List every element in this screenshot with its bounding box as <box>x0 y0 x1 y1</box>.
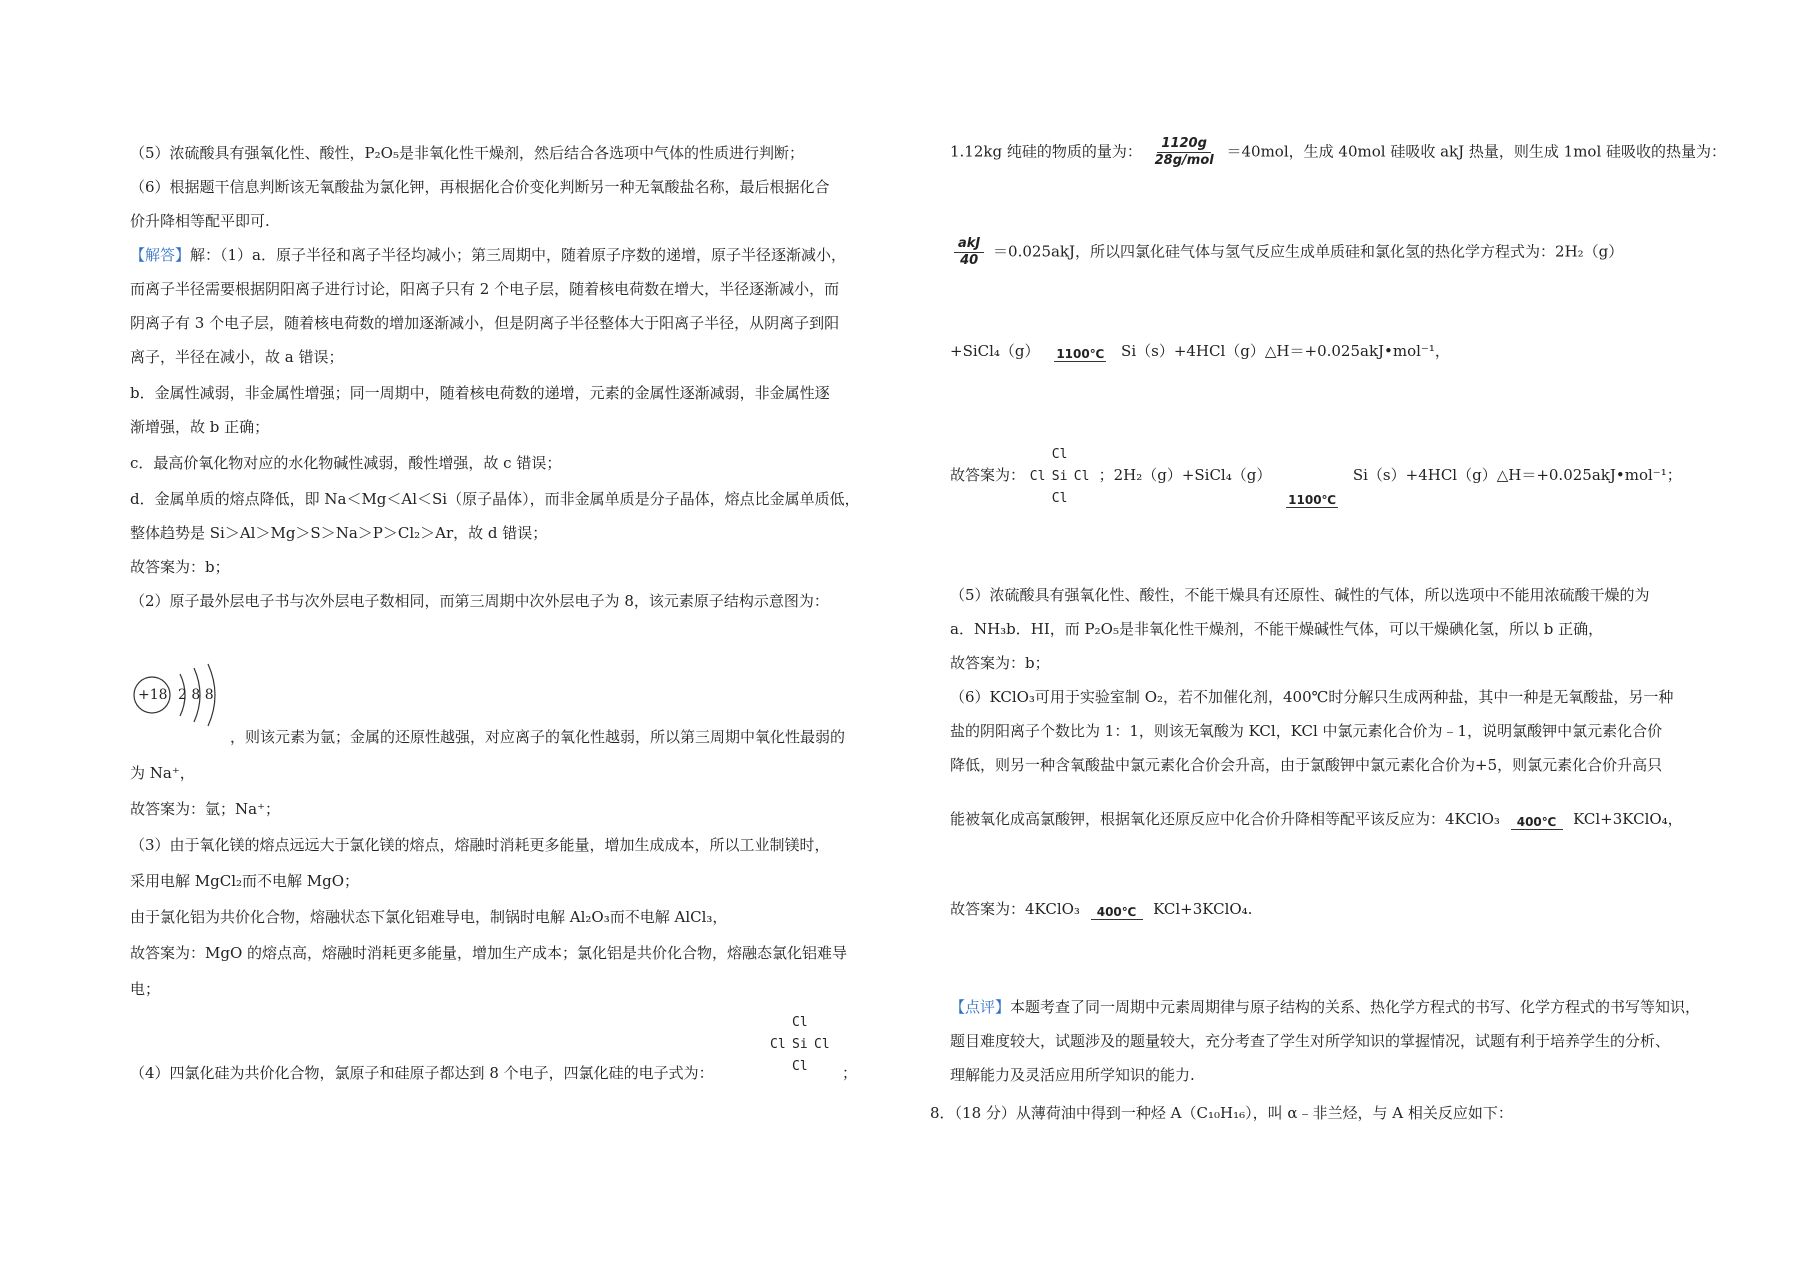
text-span: Si（s）+4HCl（g）△H＝+0.025akJ•mol⁻¹； <box>1352 466 1682 484</box>
condition-label: 1100℃ <box>1288 493 1337 507</box>
question-8: 8．（18 分）从薄荷油中得到一种烃 A（C₁₀H₁₆），叫 α﹣非兰烃，与 A 相关反应如下： <box>930 1104 1513 1122</box>
text-line: （2）原子最外层电子书与次外层电子数相同，而第三周期中次外层电子为 8，该元素原子结构示意图为： <box>130 592 829 610</box>
text-span: ＝0.025akJ，所以四氯化硅气体与氢气反应生成单质硅和氯化氢的热化学方程式为：2H₂（g） <box>993 242 1624 261</box>
sicl4-lewis-structure <box>770 1012 834 1076</box>
text-line: a．NH₃b．HI，而 P₂O₅是非氧化性干燥剂，不能干燥碱性气体，可以干燥碘化氢，所以 b 正确， <box>950 620 1604 638</box>
text-line: 电； <box>130 980 161 998</box>
text-line: 故答案为：b； <box>950 654 1050 672</box>
text-line: ； <box>842 1064 858 1082</box>
text-line: （5）浓硫酸具有强氧化性、酸性，不能干燥具有还原性、碱性的气体，所以选项中不能用浓硫酸干燥的为 <box>950 586 1650 604</box>
text-line: ，则该元素为氩；金属的还原性越强，对应离子的氧化性越弱，所以第三周期中氧化性最弱的 <box>230 728 846 746</box>
heat-per-mol-line <box>950 236 1623 269</box>
text-line: 由于氯化铝为共价化合物，熔融状态下氯化铝难导电，制锅时电解 Al₂O₃而不电解 AlCl₃， <box>130 908 728 926</box>
text-line: c．最高价氧化物对应的水化物碱性减弱，酸性增强，故 c 错误； <box>130 454 562 472</box>
text-line: 降低，则另一种含氧酸盐中氯元素化合价会升高，由于氯酸钾中氯元素化合价为+5，则氯元素化合价升高只 <box>950 756 1663 774</box>
text-line: （5）浓硫酸具有强氧化性、酸性，P₂O₅是非氧化性干燥剂，然后结合各选项中气体的性质进行判断； <box>130 144 804 162</box>
text-line: 故答案为：b； <box>130 558 230 576</box>
kclo3-reaction-line <box>950 808 1683 830</box>
comment-line <box>950 996 1700 1018</box>
text-line: （4）四氯化硅为共价化合物，氯原子和硅原子都达到 8 个电子，四氯化硅的电子式为： <box>130 1064 714 1082</box>
condition-label: 400℃ <box>1516 815 1557 829</box>
text-span: Si（s）+4HCl（g）△H＝+0.025akJ•mol⁻¹， <box>1121 342 1450 360</box>
text-line: d．金属单质的熔点降低，即 Na＜Mg＜Al＜Si（原子晶体），而非金属单质是分子晶体，熔点比金属单质低， <box>130 490 860 508</box>
answer-line <box>130 244 846 266</box>
lewis-cl-right: Cl <box>814 1037 830 1052</box>
text-line: 故答案为：MgO 的熔点高，熔融时消耗更多能量，增加生产成本；氯化铝是共价化合物，熔融态氯化铝难导 <box>130 944 848 962</box>
fraction-numerator: akJ <box>954 236 984 253</box>
thermo-equation-line <box>950 340 1450 362</box>
text-span: 故答案为：4KClO₃ <box>950 900 1080 918</box>
comment-tag: 【点评】 <box>950 998 1011 1016</box>
reaction-condition <box>1280 493 1344 508</box>
condition-arrow-line <box>1286 507 1338 508</box>
lewis-cl-left: Cl <box>1029 469 1046 484</box>
text-line: b．金属性减弱，非金属性增强；同一周期中，随着核电荷数的递增，元素的金属性逐渐减弱，非金属性逐 <box>130 384 830 402</box>
text-line: 采用电解 MgCl₂而不电解 MgO； <box>130 872 360 890</box>
lewis-cl-top: Cl <box>792 1015 808 1030</box>
text-line: 渐增强，故 b 正确； <box>130 418 270 436</box>
reaction-condition <box>1509 815 1565 830</box>
reaction-condition <box>1048 347 1112 362</box>
fraction-1120-28 <box>1151 136 1218 169</box>
lewis-cl-bottom: Cl <box>1051 491 1068 506</box>
lewis-si-center: Si <box>1051 469 1068 484</box>
fraction-denominator: 28g/mol <box>1154 153 1214 168</box>
text-span: 能被氧化成高氯酸钾，根据氧化还原反应中化合价升降相等配平该反应为：4KClO₃ <box>950 810 1500 828</box>
text-span: KCl+3KClO₄. <box>1153 900 1253 918</box>
text-line: 为 Na⁺， <box>130 764 195 782</box>
atom-structure-diagram <box>130 660 230 736</box>
text-span: 1.12kg 纯硅的物质的量为： <box>950 142 1142 161</box>
text-line: 理解能力及灵活应用所学知识的能力. <box>950 1066 1195 1084</box>
text-line: 解：（1）a．原子半径和离子半径均减小；第三周期中，随着原子序数的递增，原子半径逐渐减小， <box>190 246 847 264</box>
atom-nucleus-label: +18 <box>138 687 168 703</box>
lewis-cl-bottom: Cl <box>792 1059 808 1074</box>
text-line: 故答案为：氩；Na⁺； <box>130 800 280 818</box>
text-line: 而离子半径需要根据阴阳离子进行讨论，阳离子只有 2 个电子层，随着核电荷数在增大，半径逐渐减小，而 <box>130 280 840 298</box>
text-line: 阴离子有 3 个电子层，随着核电荷数的增加逐渐减小，但是阴离子半径整体大于阳离子半径，从阴离子到阳 <box>130 314 840 332</box>
answer-6-line <box>950 898 1252 920</box>
condition-arrow-line <box>1054 361 1106 362</box>
text-span: 故答案为： <box>950 466 1026 484</box>
answer-tag: 【解答】 <box>130 246 191 264</box>
condition-label: 1100℃ <box>1056 347 1105 361</box>
lewis-cl-right: Cl <box>1073 469 1090 484</box>
fraction-denominator: 40 <box>960 253 979 268</box>
condition-arrow-line <box>1091 919 1143 920</box>
text-line: 盐的阴阳离子个数比为 1：1，则该无氧酸为 KCl，KCl 中氯元素化合价为﹣1，说明氯酸钾中氯元素化合价 <box>950 722 1663 740</box>
silicon-moles-line <box>950 136 1726 169</box>
answer-4-line <box>950 444 1682 508</box>
lewis-cl-left: Cl <box>770 1037 786 1052</box>
text-span: KCl+3KClO₄， <box>1573 810 1683 828</box>
text-line: 离子，半径在减小，故 a 错误； <box>130 348 344 366</box>
text-line: 本题考查了同一周期中元素周期律与原子结构的关系、热化学方程式的书写、化学方程式的书写等知识， <box>1010 998 1701 1016</box>
atom-shell-numbers: 2 8 8 <box>178 687 214 703</box>
text-line: 价升降相等配平即可. <box>130 212 270 230</box>
lewis-si-center: Si <box>792 1037 808 1052</box>
lewis-diagram-icon <box>770 1012 834 1076</box>
sicl4-lewis-icon <box>1030 444 1094 508</box>
text-line: 整体趋势是 Si＞Al＞Mg＞S＞Na＞P＞Cl₂＞Ar，故 d 错误； <box>130 524 548 542</box>
fraction-numerator: 1120g <box>1157 136 1211 153</box>
condition-label: 400℃ <box>1096 905 1137 919</box>
text-span: +SiCl₄（g） <box>950 342 1040 360</box>
text-line: （6）KClO₃可用于实验室制 O₂，若不加催化剂，400℃时分解只生成两种盐，其中一种是无氧酸盐，另一种 <box>950 688 1674 706</box>
text-line: （3）由于氧化镁的熔点远远大于氯化镁的熔点，熔融时消耗更多能量，增加生成成本，所以工业制镁时， <box>130 836 830 854</box>
lewis-cl-top: Cl <box>1051 447 1068 462</box>
text-line: （6）根据题干信息判断该无氧酸盐为氯化钾，再根据化合价变化判断另一种无氧酸盐名称，最后根据化合 <box>130 178 830 196</box>
fraction-akj-40 <box>954 236 984 269</box>
text-line: 题目难度较大，试题涉及的题量较大，充分考查了学生对所学知识的掌握情况，试题有利于培养学生的分析、 <box>950 1032 1671 1050</box>
text-span: ＝40mol，生成 40mol 硅吸收 akJ 热量，则生成 1mol 硅吸收的热量为： <box>1226 142 1727 161</box>
condition-arrow-line <box>1511 829 1563 830</box>
text-span: ；2H₂（g）+SiCl₄（g） <box>1098 466 1272 484</box>
reaction-condition <box>1089 905 1145 920</box>
